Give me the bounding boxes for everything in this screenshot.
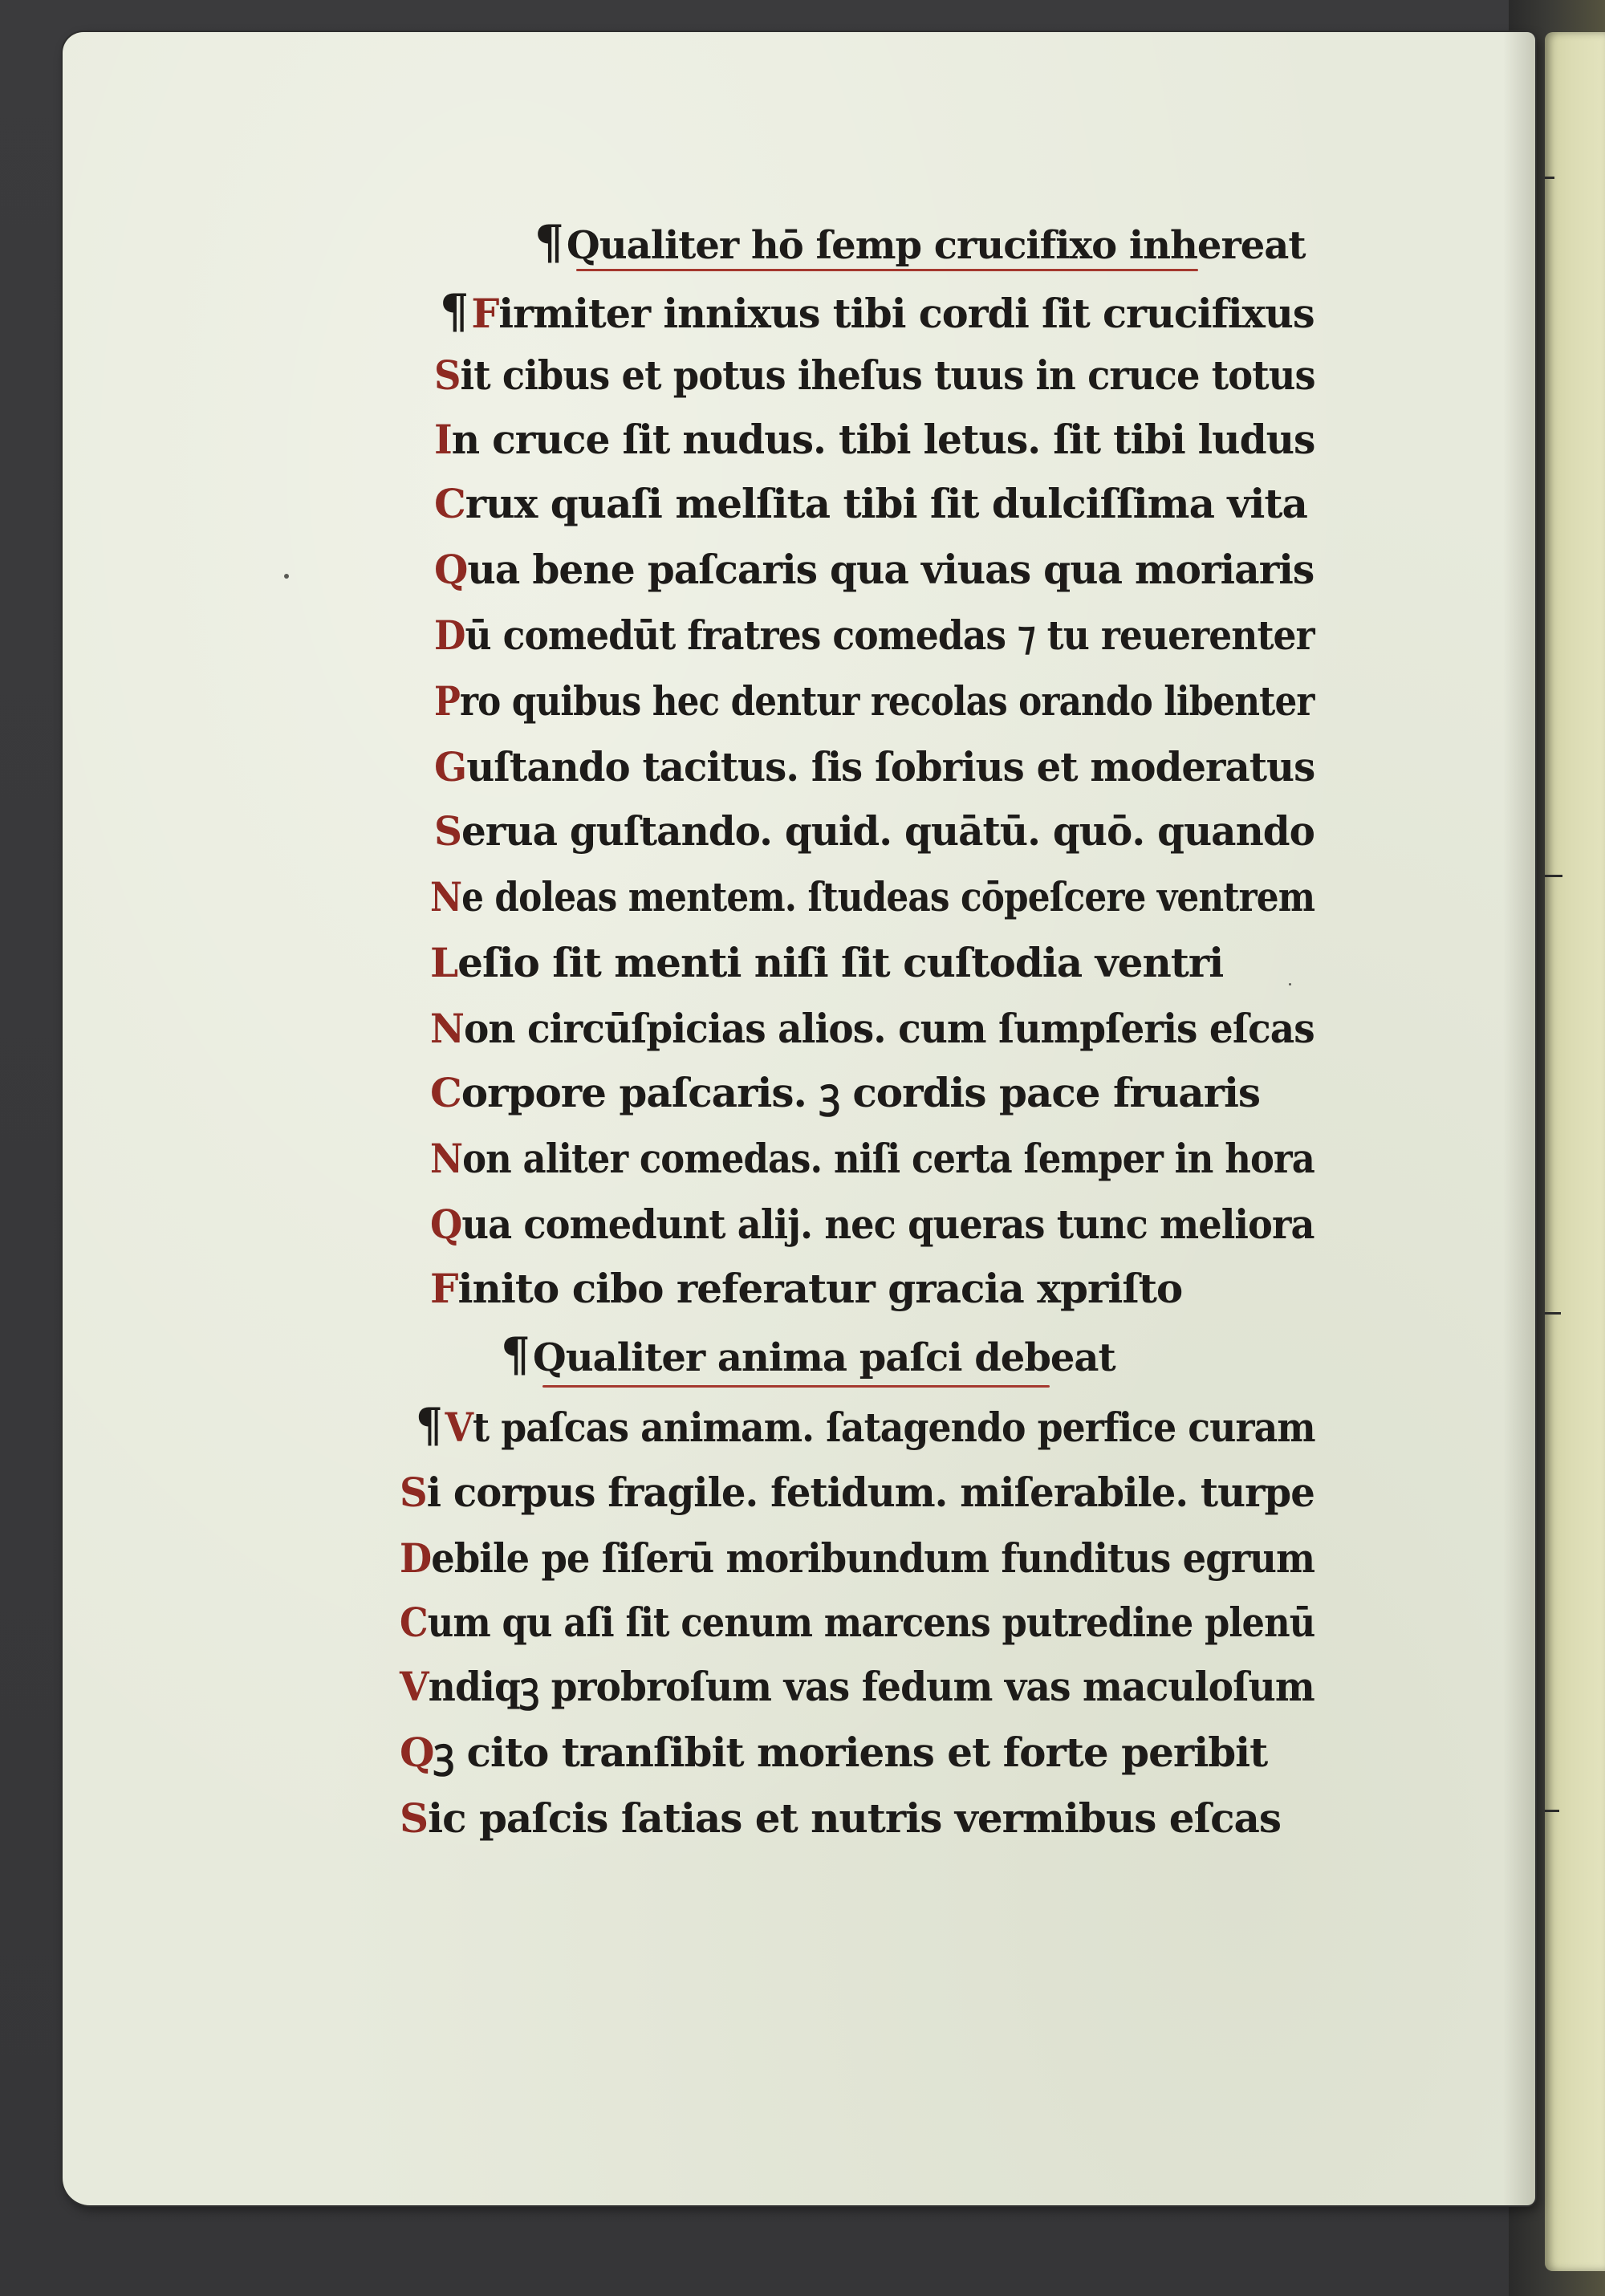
- line-text: irmiter innixus tibi cordi ſit crucifixus: [498, 290, 1314, 337]
- line-text: n cruce ſit nudus. tibi letus. ſit tibi ludus: [451, 416, 1315, 463]
- line-text: orpore paſcaris. ꝫ cordis pace fruaris: [461, 1069, 1261, 1116]
- rubricated-initial: S: [434, 807, 461, 855]
- verse-line: [400, 1599, 1314, 1647]
- verse-line: [434, 416, 1314, 464]
- heading-underline: [542, 1385, 1050, 1388]
- line-text: ndiqꝫ probroſum vas fedum vas maculoſum: [428, 1663, 1314, 1710]
- page-edge-mark: [1545, 1312, 1561, 1315]
- heading-2: [501, 1327, 1115, 1382]
- heading-underline: [576, 269, 1198, 271]
- verse-line: [430, 939, 1223, 987]
- page-edge-mark: [1545, 1810, 1559, 1812]
- verse-line: [400, 1729, 1267, 1777]
- line-text: um qu aſi ſit cenum marcens putredine plenū: [427, 1599, 1315, 1646]
- paragraph-mark-icon: ¶: [501, 1327, 530, 1382]
- paragraph-mark-icon: ¶: [534, 215, 563, 270]
- line-text: uſtando tacitus. ſis ſobrius et moderatus: [466, 743, 1315, 790]
- rubricated-initial: Q: [400, 1729, 434, 1776]
- verse-line: [434, 677, 1314, 725]
- verse-line: [400, 1469, 1314, 1517]
- rubricated-initial: P: [434, 677, 460, 725]
- rubricated-initial: V: [400, 1663, 429, 1710]
- line-text: ic paſcis ſatias et nutris vermibus eſcas: [428, 1794, 1282, 1842]
- paragraph-mark-icon: ¶: [416, 1398, 442, 1453]
- line-text: eſio ſit menti niſi ſit cuſtodia ventri: [457, 939, 1224, 986]
- verse-line: [430, 873, 1314, 921]
- heading-1: [534, 215, 1306, 270]
- verse-line: [434, 352, 1315, 400]
- verse-line: [434, 546, 1314, 594]
- rubricated-initial: C: [434, 480, 465, 527]
- rubricated-initial: N: [430, 873, 462, 920]
- rubricated-initial: D: [400, 1534, 432, 1582]
- verse-line: [440, 284, 1314, 339]
- line-text: on circūſpicias alios. cum ſumpſeris eſcas: [463, 1005, 1314, 1052]
- rubricated-initial: N: [430, 1135, 463, 1182]
- rubricated-initial: C: [400, 1599, 428, 1646]
- rubricated-initial: S: [400, 1794, 429, 1842]
- line-text: e doleas mentem. ſtudeas cōpeſcere ventrem: [461, 873, 1315, 920]
- verse-line: [434, 743, 1314, 791]
- line-text: t paſcas animam. ſatagendo perfice curam: [473, 1404, 1315, 1451]
- page-edge-mark: [1545, 875, 1562, 877]
- facing-page-edge: [1545, 32, 1605, 2271]
- line-text: ꝫ cito tranſibit moriens et forte peribit: [433, 1729, 1268, 1776]
- line-text: ū comedūt fratres comedas ⁊ tu reuerenter: [465, 612, 1314, 659]
- rubricated-initial: G: [434, 743, 467, 790]
- text-block: [63, 32, 1535, 2205]
- rubricated-initial: L: [430, 939, 458, 986]
- line-text: on aliter comedas. niſi certa ſemper in hora: [462, 1135, 1314, 1182]
- manuscript-page: [63, 32, 1535, 2205]
- line-text: rux quaſi melſita tibi ſit dulciſſima vita: [465, 480, 1307, 527]
- line-text: ebile pe ſiſerū moribundum funditus egrum: [431, 1534, 1315, 1582]
- paragraph-mark-icon: ¶: [440, 284, 469, 339]
- verse-line: [416, 1398, 1315, 1453]
- verse-line: [434, 807, 1314, 855]
- verse-line: [430, 1265, 1182, 1313]
- rubricated-initial: I: [434, 416, 452, 463]
- verse-line: [400, 1663, 1314, 1711]
- verse-line: [430, 1201, 1314, 1249]
- verse-line: [434, 480, 1307, 528]
- heading-text: Qualiter anima paſci debeat: [532, 1335, 1115, 1380]
- line-text: i corpus fragile. fetidum. miſerabile. turpe: [426, 1469, 1314, 1516]
- verse-line: [430, 1135, 1314, 1183]
- rubricated-initial: D: [434, 612, 465, 659]
- line-text: ua bene paſcaris qua viuas qua moriaris: [467, 546, 1314, 593]
- rubricated-initial: S: [434, 352, 461, 399]
- rubricated-initial: S: [400, 1469, 427, 1516]
- verse-line: [430, 1069, 1260, 1117]
- verse-line: [400, 1534, 1314, 1583]
- page-edge-mark: [1545, 177, 1554, 179]
- verse-line: [434, 612, 1314, 660]
- rubricated-initial: V: [445, 1404, 473, 1451]
- rubricated-initial: F: [430, 1265, 458, 1312]
- line-text: ua comedunt alij. nec queras tunc meliora: [461, 1201, 1314, 1248]
- rubricated-initial: Q: [434, 546, 468, 593]
- verse-line: [400, 1794, 1281, 1843]
- rubricated-initial: C: [430, 1069, 461, 1116]
- line-text: it cibus et potus iheſus tuus in cruce totus: [460, 352, 1315, 399]
- verse-line: [430, 1005, 1314, 1053]
- line-text: inito cibo referatur gracia xpriſto: [457, 1265, 1183, 1312]
- line-text: ro quibus hec dentur recolas orando libenter: [459, 677, 1314, 725]
- line-text: erua guſtando. quid. quātū. quō. quando: [461, 807, 1314, 855]
- rubricated-initial: N: [430, 1005, 464, 1052]
- rubricated-initial: F: [471, 290, 499, 337]
- heading-text: Qualiter hō ſemp crucifixo inhereat: [566, 223, 1306, 268]
- rubricated-initial: Q: [430, 1201, 462, 1248]
